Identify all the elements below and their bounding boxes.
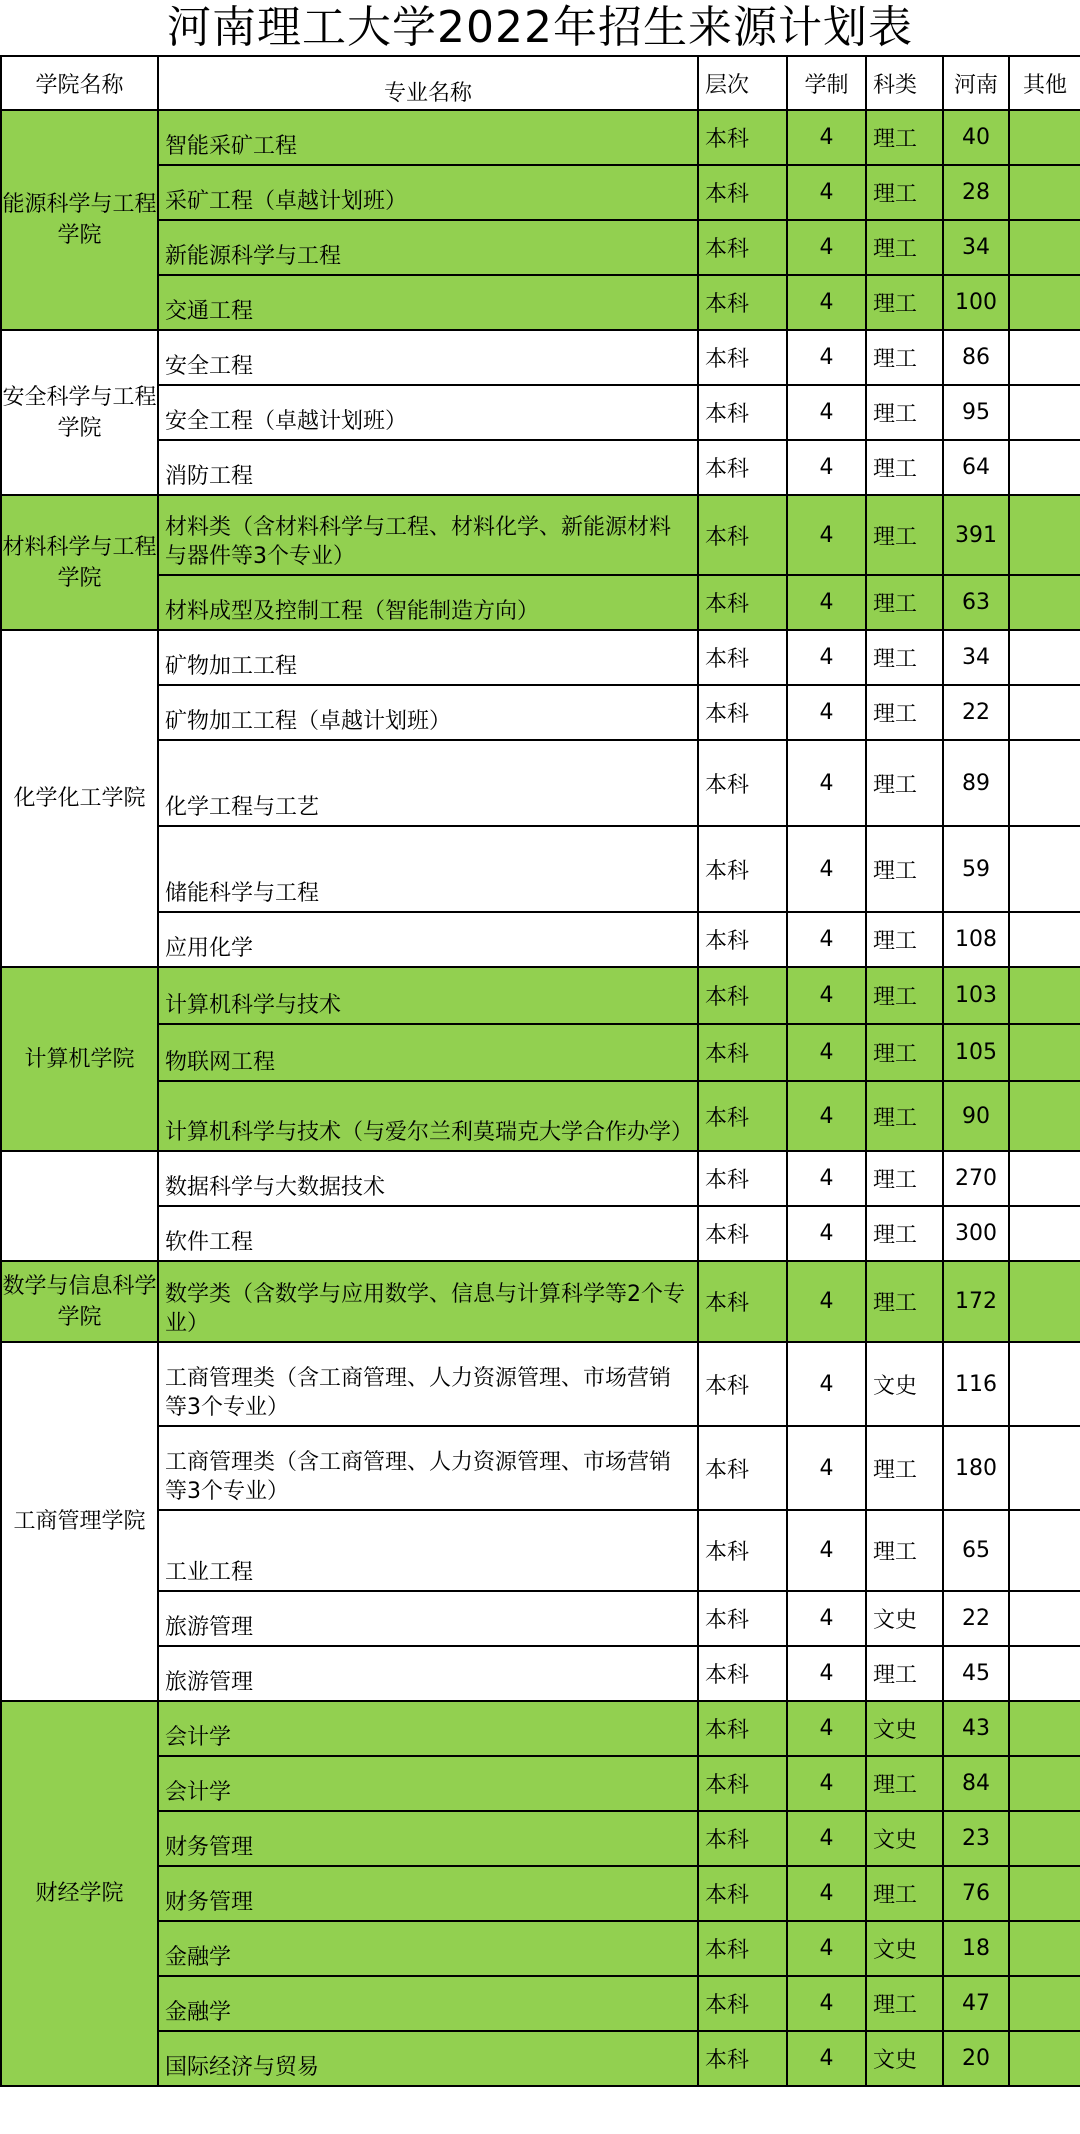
subject-cell: 理工: [866, 1646, 943, 1701]
major-cell: 智能采矿工程: [158, 110, 698, 165]
major-cell: 安全工程（卓越计划班）: [158, 385, 698, 440]
henan-count-cell: 180: [943, 1426, 1009, 1510]
years-cell: 4: [787, 495, 866, 575]
table-row: [1, 330, 1080, 385]
years-cell: 4: [787, 967, 866, 1024]
other-count-cell: [1009, 165, 1080, 220]
other-count-cell: [1009, 275, 1080, 330]
table-row: [1, 220, 1080, 275]
level-cell: 本科: [698, 1261, 787, 1342]
subject-cell: 文史: [866, 1591, 943, 1646]
enrollment-plan-table: [0, 55, 1080, 2087]
subject-cell: 理工: [866, 110, 943, 165]
college-cell: 计算机学院: [1, 967, 158, 1151]
table-row: [1, 1342, 1080, 1426]
other-count-cell: [1009, 1206, 1080, 1261]
college-cell: 数学与信息科学学院: [1, 1261, 158, 1342]
header-level: 层次: [698, 56, 787, 110]
major-cell: 化学工程与工艺: [158, 740, 698, 826]
level-cell: 本科: [698, 1866, 787, 1921]
years-cell: 4: [787, 1866, 866, 1921]
years-cell: 4: [787, 1646, 866, 1701]
subject-cell: 文史: [866, 1811, 943, 1866]
henan-count-cell: 59: [943, 826, 1009, 912]
table-row: [1, 1976, 1080, 2031]
table-row: [1, 110, 1080, 165]
years-cell: 4: [787, 275, 866, 330]
henan-count-cell: 18: [943, 1921, 1009, 1976]
table-row: [1, 1510, 1080, 1591]
henan-count-cell: 28: [943, 165, 1009, 220]
henan-count-cell: 43: [943, 1701, 1009, 1756]
years-cell: 4: [787, 1081, 866, 1151]
major-cell: 国际经济与贸易: [158, 2031, 698, 2086]
table-row: [1, 440, 1080, 495]
major-cell: 财务管理: [158, 1866, 698, 1921]
years-cell: 4: [787, 1261, 866, 1342]
henan-count-cell: 45: [943, 1646, 1009, 1701]
table-row: [1, 912, 1080, 967]
table-row: [1, 1151, 1080, 1206]
level-cell: 本科: [698, 275, 787, 330]
level-cell: 本科: [698, 1976, 787, 2031]
other-count-cell: [1009, 1701, 1080, 1756]
table-row: [1, 165, 1080, 220]
henan-count-cell: 34: [943, 220, 1009, 275]
level-cell: 本科: [698, 967, 787, 1024]
table-row: [1, 1921, 1080, 1976]
subject-cell: 理工: [866, 967, 943, 1024]
major-cell: 储能科学与工程: [158, 826, 698, 912]
years-cell: 4: [787, 110, 866, 165]
subject-cell: 文史: [866, 1921, 943, 1976]
header-henan: 河南: [943, 56, 1009, 110]
other-count-cell: [1009, 2031, 1080, 2086]
header-other: 其他: [1009, 56, 1080, 110]
major-cell: 计算机科学与技术: [158, 967, 698, 1024]
major-cell: 采矿工程（卓越计划班）: [158, 165, 698, 220]
major-cell: 消防工程: [158, 440, 698, 495]
years-cell: 4: [787, 1151, 866, 1206]
major-cell: 交通工程: [158, 275, 698, 330]
henan-count-cell: 22: [943, 685, 1009, 740]
henan-count-cell: 40: [943, 110, 1009, 165]
table-row: [1, 1591, 1080, 1646]
years-cell: 4: [787, 220, 866, 275]
other-count-cell: [1009, 1591, 1080, 1646]
level-cell: 本科: [698, 685, 787, 740]
major-cell: 软件工程: [158, 1206, 698, 1261]
major-cell: 会计学: [158, 1701, 698, 1756]
level-cell: 本科: [698, 575, 787, 630]
subject-cell: 理工: [866, 1426, 943, 1510]
subject-cell: 理工: [866, 1151, 943, 1206]
subject-cell: 理工: [866, 1261, 943, 1342]
subject-cell: 理工: [866, 685, 943, 740]
header-subject: 科类: [866, 56, 943, 110]
years-cell: 4: [787, 1510, 866, 1591]
other-count-cell: [1009, 1510, 1080, 1591]
level-cell: 本科: [698, 1342, 787, 1426]
other-count-cell: [1009, 826, 1080, 912]
subject-cell: 理工: [866, 1206, 943, 1261]
level-cell: 本科: [698, 165, 787, 220]
subject-cell: 理工: [866, 165, 943, 220]
subject-cell: 理工: [866, 575, 943, 630]
years-cell: 4: [787, 1701, 866, 1756]
table-row: [1, 2031, 1080, 2086]
level-cell: 本科: [698, 330, 787, 385]
years-cell: 4: [787, 1206, 866, 1261]
header-row: [1, 56, 1080, 110]
major-cell: 金融学: [158, 1976, 698, 2031]
major-cell: 旅游管理: [158, 1591, 698, 1646]
subject-cell: 理工: [866, 440, 943, 495]
henan-count-cell: 108: [943, 912, 1009, 967]
subject-cell: 理工: [866, 1081, 943, 1151]
henan-count-cell: 76: [943, 1866, 1009, 1921]
years-cell: 4: [787, 2031, 866, 2086]
years-cell: 4: [787, 1921, 866, 1976]
college-cell: 工商管理学院: [1, 1342, 158, 1701]
major-cell: 材料成型及控制工程（智能制造方向）: [158, 575, 698, 630]
major-cell: 数学类（含数学与应用数学、信息与计算科学等2个专业）: [158, 1261, 698, 1342]
level-cell: 本科: [698, 1701, 787, 1756]
level-cell: 本科: [698, 1151, 787, 1206]
level-cell: 本科: [698, 1024, 787, 1081]
other-count-cell: [1009, 1261, 1080, 1342]
page-title: 河南理工大学2022年招生来源计划表: [167, 2, 913, 53]
level-cell: 本科: [698, 1646, 787, 1701]
level-cell: 本科: [698, 385, 787, 440]
level-cell: 本科: [698, 440, 787, 495]
henan-count-cell: 105: [943, 1024, 1009, 1081]
years-cell: 4: [787, 1976, 866, 2031]
major-cell: 计算机科学与技术（与爱尔兰利莫瑞克大学合作办学）: [158, 1081, 698, 1151]
years-cell: 4: [787, 1426, 866, 1510]
years-cell: 4: [787, 630, 866, 685]
college-cell: 材料科学与工程学院: [1, 495, 158, 630]
level-cell: 本科: [698, 1081, 787, 1151]
header-years: 学制: [787, 56, 866, 110]
subject-cell: 文史: [866, 1342, 943, 1426]
major-cell: 工业工程: [158, 1510, 698, 1591]
major-cell: 矿物加工工程（卓越计划班）: [158, 685, 698, 740]
other-count-cell: [1009, 1081, 1080, 1151]
henan-count-cell: 34: [943, 630, 1009, 685]
other-count-cell: [1009, 1342, 1080, 1426]
other-count-cell: [1009, 385, 1080, 440]
major-cell: 会计学: [158, 1756, 698, 1811]
subject-cell: 理工: [866, 330, 943, 385]
henan-count-cell: 100: [943, 275, 1009, 330]
major-cell: 旅游管理: [158, 1646, 698, 1701]
years-cell: 4: [787, 1024, 866, 1081]
other-count-cell: [1009, 912, 1080, 967]
level-cell: 本科: [698, 1206, 787, 1261]
other-count-cell: [1009, 220, 1080, 275]
subject-cell: 理工: [866, 630, 943, 685]
table-row: [1, 1866, 1080, 1921]
college-cell: 财经学院: [1, 1701, 158, 2086]
subject-cell: 理工: [866, 275, 943, 330]
level-cell: 本科: [698, 826, 787, 912]
subject-cell: 理工: [866, 1866, 943, 1921]
henan-count-cell: 103: [943, 967, 1009, 1024]
henan-count-cell: 22: [943, 1591, 1009, 1646]
major-cell: 财务管理: [158, 1811, 698, 1866]
college-cell: 安全科学与工程学院: [1, 330, 158, 495]
other-count-cell: [1009, 685, 1080, 740]
major-cell: 新能源科学与工程: [158, 220, 698, 275]
table-row: [1, 967, 1080, 1024]
major-cell: 金融学: [158, 1921, 698, 1976]
henan-count-cell: 116: [943, 1342, 1009, 1426]
other-count-cell: [1009, 1426, 1080, 1510]
years-cell: 4: [787, 1756, 866, 1811]
major-cell: 工商管理类（含工商管理、人力资源管理、市场营销等3个专业）: [158, 1342, 698, 1426]
table-row: [1, 1081, 1080, 1151]
years-cell: 4: [787, 1811, 866, 1866]
other-count-cell: [1009, 330, 1080, 385]
major-cell: 矿物加工工程: [158, 630, 698, 685]
table-row: [1, 740, 1080, 826]
header-major: 专业名称: [158, 56, 698, 110]
level-cell: 本科: [698, 740, 787, 826]
table-row: [1, 385, 1080, 440]
other-count-cell: [1009, 1646, 1080, 1701]
years-cell: 4: [787, 330, 866, 385]
years-cell: 4: [787, 165, 866, 220]
years-cell: 4: [787, 575, 866, 630]
henan-count-cell: 47: [943, 1976, 1009, 2031]
level-cell: 本科: [698, 220, 787, 275]
henan-count-cell: 270: [943, 1151, 1009, 1206]
subject-cell: 理工: [866, 1976, 943, 2031]
henan-count-cell: 300: [943, 1206, 1009, 1261]
level-cell: 本科: [698, 1426, 787, 1510]
table-row: [1, 575, 1080, 630]
henan-count-cell: 95: [943, 385, 1009, 440]
years-cell: 4: [787, 1342, 866, 1426]
table-row: [1, 1646, 1080, 1701]
subject-cell: 理工: [866, 385, 943, 440]
table-row: [1, 1756, 1080, 1811]
level-cell: 本科: [698, 110, 787, 165]
other-count-cell: [1009, 1756, 1080, 1811]
years-cell: 4: [787, 385, 866, 440]
subject-cell: 理工: [866, 1024, 943, 1081]
henan-count-cell: 391: [943, 495, 1009, 575]
other-count-cell: [1009, 575, 1080, 630]
years-cell: 4: [787, 440, 866, 495]
henan-count-cell: 90: [943, 1081, 1009, 1151]
level-cell: 本科: [698, 912, 787, 967]
other-count-cell: [1009, 1024, 1080, 1081]
subject-cell: 理工: [866, 1510, 943, 1591]
level-cell: 本科: [698, 1510, 787, 1591]
major-cell: 材料类（含材料科学与工程、材料化学、新能源材料与器件等3个专业）: [158, 495, 698, 575]
subject-cell: 理工: [866, 912, 943, 967]
henan-count-cell: 172: [943, 1261, 1009, 1342]
subject-cell: 理工: [866, 826, 943, 912]
table-row: [1, 826, 1080, 912]
table-row: [1, 1701, 1080, 1756]
years-cell: 4: [787, 826, 866, 912]
other-count-cell: [1009, 1811, 1080, 1866]
table-row: [1, 495, 1080, 575]
major-cell: 物联网工程: [158, 1024, 698, 1081]
subject-cell: 理工: [866, 220, 943, 275]
henan-count-cell: 86: [943, 330, 1009, 385]
table-row: [1, 1206, 1080, 1261]
college-cell: 能源科学与工程学院: [1, 110, 158, 330]
other-count-cell: [1009, 630, 1080, 685]
college-cell: 化学化工学院: [1, 630, 158, 967]
level-cell: 本科: [698, 1756, 787, 1811]
level-cell: 本科: [698, 495, 787, 575]
level-cell: 本科: [698, 1591, 787, 1646]
subject-cell: 文史: [866, 2031, 943, 2086]
other-count-cell: [1009, 1151, 1080, 1206]
other-count-cell: [1009, 740, 1080, 826]
other-count-cell: [1009, 440, 1080, 495]
henan-count-cell: 23: [943, 1811, 1009, 1866]
henan-count-cell: 65: [943, 1510, 1009, 1591]
other-count-cell: [1009, 110, 1080, 165]
other-count-cell: [1009, 1921, 1080, 1976]
henan-count-cell: 64: [943, 440, 1009, 495]
major-cell: 安全工程: [158, 330, 698, 385]
subject-cell: 理工: [866, 740, 943, 826]
table-row: [1, 1811, 1080, 1866]
table-row: [1, 1261, 1080, 1342]
table-row: [1, 630, 1080, 685]
major-cell: 工商管理类（含工商管理、人力资源管理、市场营销等3个专业）: [158, 1426, 698, 1510]
years-cell: 4: [787, 685, 866, 740]
subject-cell: 理工: [866, 1756, 943, 1811]
years-cell: 4: [787, 740, 866, 826]
level-cell: 本科: [698, 1921, 787, 1976]
years-cell: 4: [787, 912, 866, 967]
level-cell: 本科: [698, 2031, 787, 2086]
table-row: [1, 685, 1080, 740]
level-cell: 本科: [698, 1811, 787, 1866]
subject-cell: 理工: [866, 495, 943, 575]
other-count-cell: [1009, 1976, 1080, 2031]
years-cell: 4: [787, 1591, 866, 1646]
header-college: 学院名称: [1, 56, 158, 110]
major-cell: 数据科学与大数据技术: [158, 1151, 698, 1206]
table-row: [1, 1426, 1080, 1510]
level-cell: 本科: [698, 630, 787, 685]
table-row: [1, 275, 1080, 330]
subject-cell: 文史: [866, 1701, 943, 1756]
other-count-cell: [1009, 1866, 1080, 1921]
henan-count-cell: 84: [943, 1756, 1009, 1811]
henan-count-cell: 63: [943, 575, 1009, 630]
other-count-cell: [1009, 967, 1080, 1024]
other-count-cell: [1009, 495, 1080, 575]
college-cell: [1, 1151, 158, 1261]
major-cell: 应用化学: [158, 912, 698, 967]
table-row: [1, 1024, 1080, 1081]
henan-count-cell: 20: [943, 2031, 1009, 2086]
henan-count-cell: 89: [943, 740, 1009, 826]
